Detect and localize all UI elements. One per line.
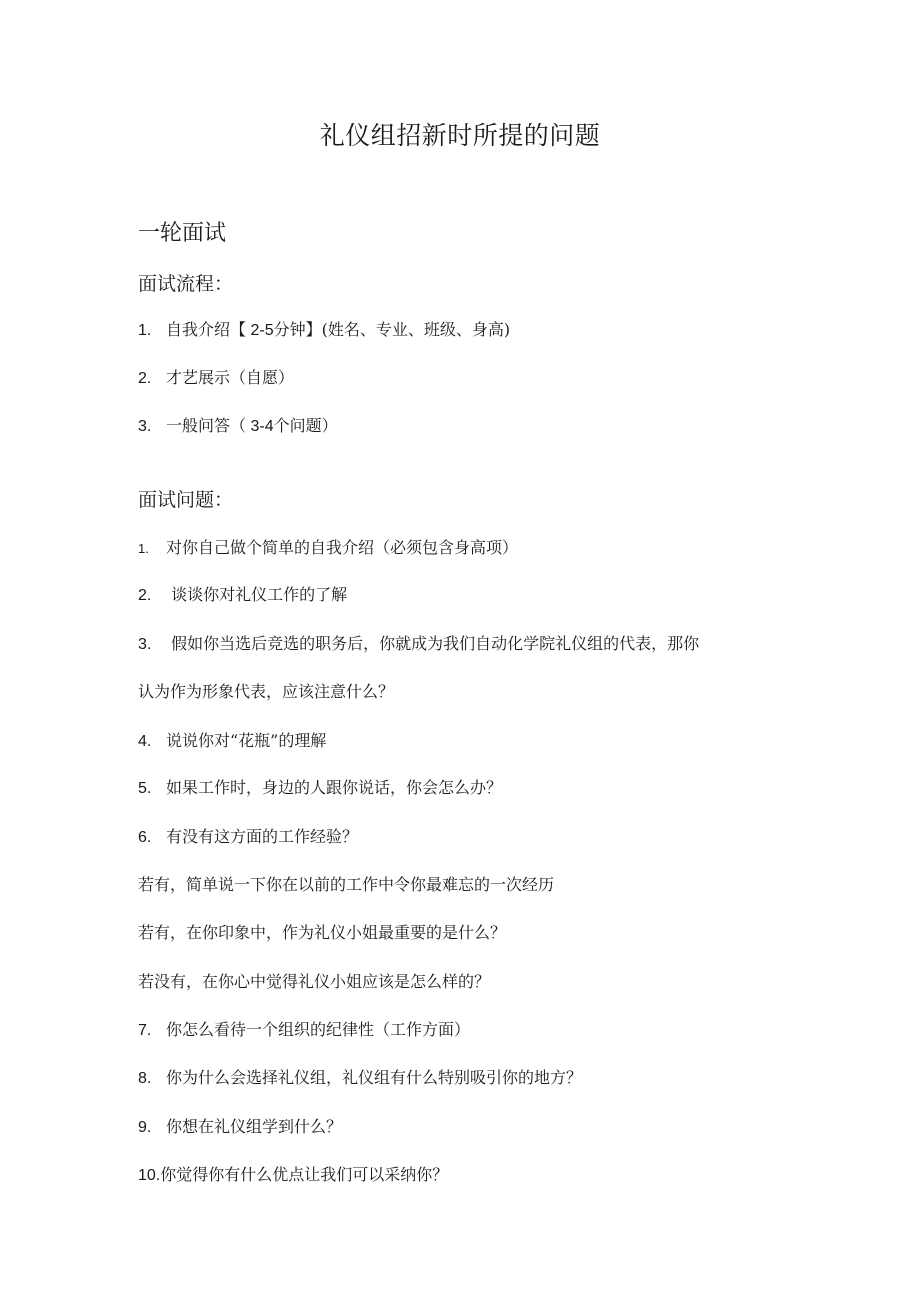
item-text: 谈谈你对礼仪工作的了解 bbox=[166, 585, 348, 604]
item-text: 你想在礼仪组学到什么？ bbox=[166, 1117, 343, 1136]
item-text: 如果工作时，身边的人跟你说话，你会怎么办？ bbox=[166, 778, 503, 797]
process-heading: 面试流程： bbox=[138, 273, 234, 295]
process-item-2 bbox=[138, 366, 294, 391]
question-item bbox=[138, 1018, 470, 1043]
item-number: 2. bbox=[138, 587, 152, 604]
question-item bbox=[138, 632, 699, 657]
item-text-latin: 3-4 bbox=[246, 418, 274, 435]
item-number: 1. bbox=[138, 541, 149, 556]
item-number: 4. bbox=[138, 733, 152, 750]
item-number: 3. bbox=[138, 636, 152, 653]
item-text: 认为作为形象代表，应该注意什么？ bbox=[138, 682, 395, 701]
item-text: 假如你当选后竞选的职务后，你就成为我们自动化学院礼仪组的代表，那你 bbox=[166, 634, 700, 653]
item-number: 8. bbox=[138, 1070, 152, 1087]
question-item bbox=[138, 825, 358, 850]
question-item bbox=[138, 1115, 342, 1140]
item-number: 2. bbox=[138, 370, 152, 387]
item-text: 才艺展示（自愿） bbox=[166, 368, 295, 387]
item-number: 1. bbox=[138, 322, 152, 339]
question-item bbox=[138, 776, 502, 801]
item-text: 若有，简单说一下你在以前的工作中令你最难忘的一次经历 bbox=[138, 875, 555, 894]
question-continuation bbox=[138, 680, 394, 704]
question-item bbox=[138, 1066, 582, 1091]
question-subline bbox=[138, 873, 554, 897]
question-item bbox=[138, 1163, 448, 1188]
item-text-pre: 一般问答（ bbox=[166, 416, 247, 435]
document-title: 礼仪组招新时所提的问题 bbox=[319, 121, 601, 150]
item-number: 10. bbox=[138, 1167, 161, 1184]
process-item-3 bbox=[138, 414, 338, 439]
item-text: 你觉得你有什么优点让我们可以采纳你？ bbox=[160, 1165, 449, 1184]
item-text: 若有，在你印象中，作为礼仪小姐最重要的是什么？ bbox=[138, 923, 507, 942]
item-text-post: 分钟】(姓名、专业、班级、身高) bbox=[273, 320, 511, 339]
item-text: 你怎么看待一个组织的纪律性（工作方面） bbox=[166, 1020, 471, 1039]
question-item bbox=[138, 583, 347, 608]
questions-heading: 面试问题： bbox=[138, 489, 234, 511]
question-item bbox=[138, 536, 518, 561]
item-text: 有没有这方面的工作经验？ bbox=[166, 827, 359, 846]
question-subline bbox=[138, 970, 490, 994]
item-text: 对你自己做个简单的自我介绍（必须包含身高项） bbox=[166, 538, 519, 557]
question-item bbox=[138, 729, 326, 754]
item-number: 5. bbox=[138, 780, 152, 797]
item-text: 说说你对“花瓶”的理解 bbox=[166, 731, 327, 750]
item-text: 若没有，在你心中觉得礼仪小姐应该是怎么样的？ bbox=[138, 972, 491, 991]
item-text-pre: 自我介绍【 bbox=[166, 320, 247, 339]
item-number: 6. bbox=[138, 829, 152, 846]
item-number: 9. bbox=[138, 1119, 152, 1136]
item-text-post: 个问题） bbox=[273, 416, 338, 435]
item-number: 7. bbox=[138, 1022, 152, 1039]
item-text: 你为什么会选择礼仪组，礼仪组有什么特别吸引你的地方？ bbox=[166, 1068, 583, 1087]
item-text-latin: 2-5 bbox=[246, 322, 274, 339]
item-number: 3. bbox=[138, 418, 152, 435]
process-item-1 bbox=[138, 318, 510, 343]
question-subline bbox=[138, 921, 506, 945]
round-heading: 一轮面试 bbox=[138, 221, 227, 246]
